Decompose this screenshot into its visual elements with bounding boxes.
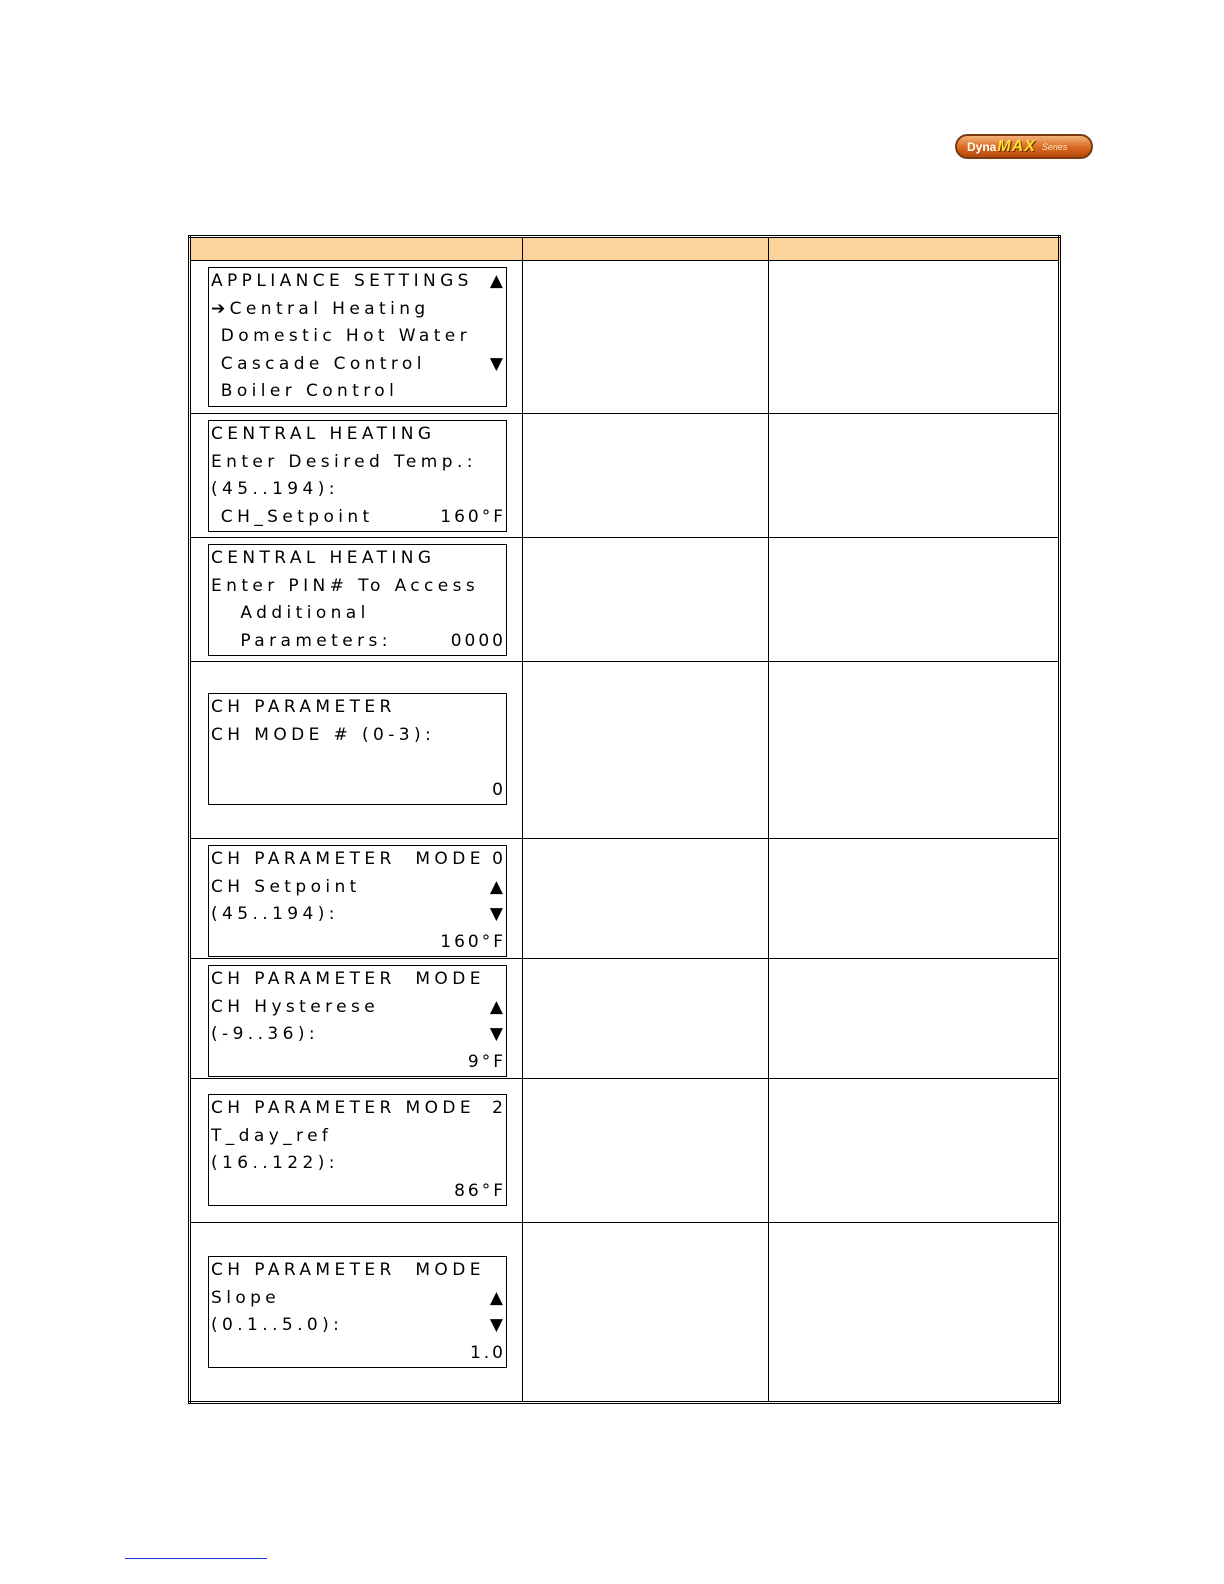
lcd-screen [208,693,507,805]
lcd-cell [190,1079,523,1223]
description-cell [523,959,769,1079]
lcd-line [209,449,506,477]
lcd-line [209,1021,506,1049]
lcd-line [209,749,506,777]
lcd-line-text: Slope [211,1287,281,1308]
lcd-line-text: T_day_ref [211,1125,333,1146]
notes-cell [769,414,1060,538]
table-header-cell [190,237,523,261]
lcd-line [209,874,506,902]
lcd-cell [190,839,523,959]
lcd-line [209,268,506,296]
lcd-screen [208,845,507,957]
lcd-line-value: 2 [492,1098,506,1118]
display-settings-table [188,235,1061,1404]
lcd-line-text: CH PARAMETER MODE [211,1260,485,1280]
description-cell [523,839,769,959]
lcd-line [209,1150,506,1178]
notes-cell [769,261,1060,414]
lcd-line-value: 9°F [467,1051,506,1072]
lcd-line-text [211,749,506,777]
lcd-line [209,901,506,929]
lcd-line-text: Domestic Hot Water [211,326,472,347]
lcd-line [209,777,506,805]
table-row [190,839,1060,959]
lcd-line [209,1178,506,1206]
lcd-line [209,1285,506,1313]
lcd-line-text: Cascade Control [211,353,426,374]
lcd-line [209,421,506,449]
lcd-line-text [211,929,440,957]
lcd-cell [190,414,523,538]
logo-text-max: MAX [997,137,1036,155]
lcd-line-text: (-9..36): [211,1024,319,1045]
table-row [190,959,1060,1079]
lcd-line-value: 86°F [454,1180,506,1201]
table-row [190,538,1060,662]
lcd-line-value: ▼ [489,904,506,925]
lcd-cell [190,261,523,414]
notes-cell [769,839,1060,959]
lcd-line-text [211,1340,470,1368]
table-row [190,662,1060,839]
lcd-line-value: ▲ [489,876,506,897]
description-cell [523,414,769,538]
lcd-cell [190,959,523,1079]
lcd-line [209,722,506,750]
table-header-cell [523,237,769,261]
lcd-line-text: Enter Desired Temp.: [211,451,477,472]
lcd-line-text: (16..122): [211,1153,339,1174]
lcd-line-value: 0 [492,779,506,800]
logo-text-dyna: Dyna [967,139,997,154]
lcd-line-text: (0.1..5.0): [211,1315,344,1336]
lcd-line-value: ▲ [489,271,506,291]
table-header-row [190,237,1060,261]
footer-link-line [125,1558,267,1559]
lcd-line-value: ▼ [489,1315,506,1336]
description-cell [523,261,769,414]
lcd-line [209,1257,506,1285]
lcd-line-value: 0000 [450,630,506,651]
lcd-line [209,351,506,379]
notes-cell [769,959,1060,1079]
lcd-line-text: (45..194): [211,904,339,925]
lcd-screen [208,1094,507,1206]
lcd-line-value: 160°F [440,931,506,952]
lcd-line [209,1312,506,1340]
lcd-line-text: APPLIANCE SETTINGS [211,271,473,291]
notes-cell [769,662,1060,839]
lcd-line [209,378,506,406]
lcd-line-text [211,1178,454,1206]
lcd-line-text: Parameters: [211,630,392,651]
lcd-line-text: CH PARAMETER [211,697,396,717]
lcd-line-text: Additional [211,603,370,624]
logo-text-series: Series [1041,141,1068,152]
lcd-line [209,694,506,722]
lcd-line-value: 1.0 [469,1342,506,1363]
lcd-screen [208,965,507,1077]
lcd-cell [190,662,523,839]
table-row [190,1079,1060,1223]
lcd-line-text: (45..194): [211,479,339,500]
lcd-line [209,323,506,351]
lcd-line-text: CH Hysterese [211,996,380,1017]
lcd-line-value: 0 [492,849,506,869]
lcd-line [209,504,506,532]
notes-cell [769,538,1060,662]
lcd-line-text: ➔Central Heating [211,298,430,319]
table-row [190,414,1060,538]
lcd-line-value: ▼ [489,1024,506,1045]
lcd-line [209,628,506,656]
table-header-cell [769,237,1060,261]
lcd-line-text: CH PARAMETER MODE [211,969,485,989]
lcd-line [209,573,506,601]
lcd-line [209,1123,506,1151]
table-row [190,1223,1060,1403]
notes-cell [769,1079,1060,1223]
lcd-line [209,545,506,573]
lcd-line-text: CH_Setpoint [211,506,374,527]
lcd-line-text: CH Setpoint [211,876,361,897]
lcd-line [209,1049,506,1077]
description-cell [523,662,769,839]
lcd-cell [190,538,523,662]
lcd-screen [208,420,507,532]
lcd-line [209,994,506,1022]
lcd-screen [208,1256,507,1368]
lcd-line-value: 160°F [440,506,506,527]
lcd-line-text: CENTRAL HEATING [211,548,436,568]
notes-cell [769,1223,1060,1403]
lcd-screen [208,544,507,656]
lcd-line-value: ▲ [489,996,506,1017]
lcd-line [209,929,506,957]
lcd-line-value: ▲ [489,1287,506,1308]
lcd-line-text [211,777,492,805]
lcd-line [209,966,506,994]
lcd-line [209,846,506,874]
table-row [190,261,1060,414]
lcd-line-text: CENTRAL HEATING [211,424,436,444]
lcd-screen [208,267,507,407]
dynamax-logo [955,134,1093,159]
lcd-line-text: CH PARAMETER MODE [211,849,485,869]
lcd-line-text [211,1049,468,1077]
lcd-line-text: Enter PIN# To Access [211,575,480,596]
lcd-line [209,600,506,628]
lcd-line-text: CH MODE # (0-3): [211,724,436,745]
lcd-line-value: ▼ [489,353,506,374]
lcd-line [209,476,506,504]
lcd-line [209,296,506,324]
lcd-line [209,1095,506,1123]
lcd-line-text: CH PARAMETER MODE [211,1098,476,1118]
description-cell [523,538,769,662]
lcd-cell [190,1223,523,1403]
description-cell [523,1223,769,1403]
lcd-line-text: Boiler Control [211,381,399,402]
description-cell [523,1079,769,1223]
lcd-line [209,1340,506,1368]
